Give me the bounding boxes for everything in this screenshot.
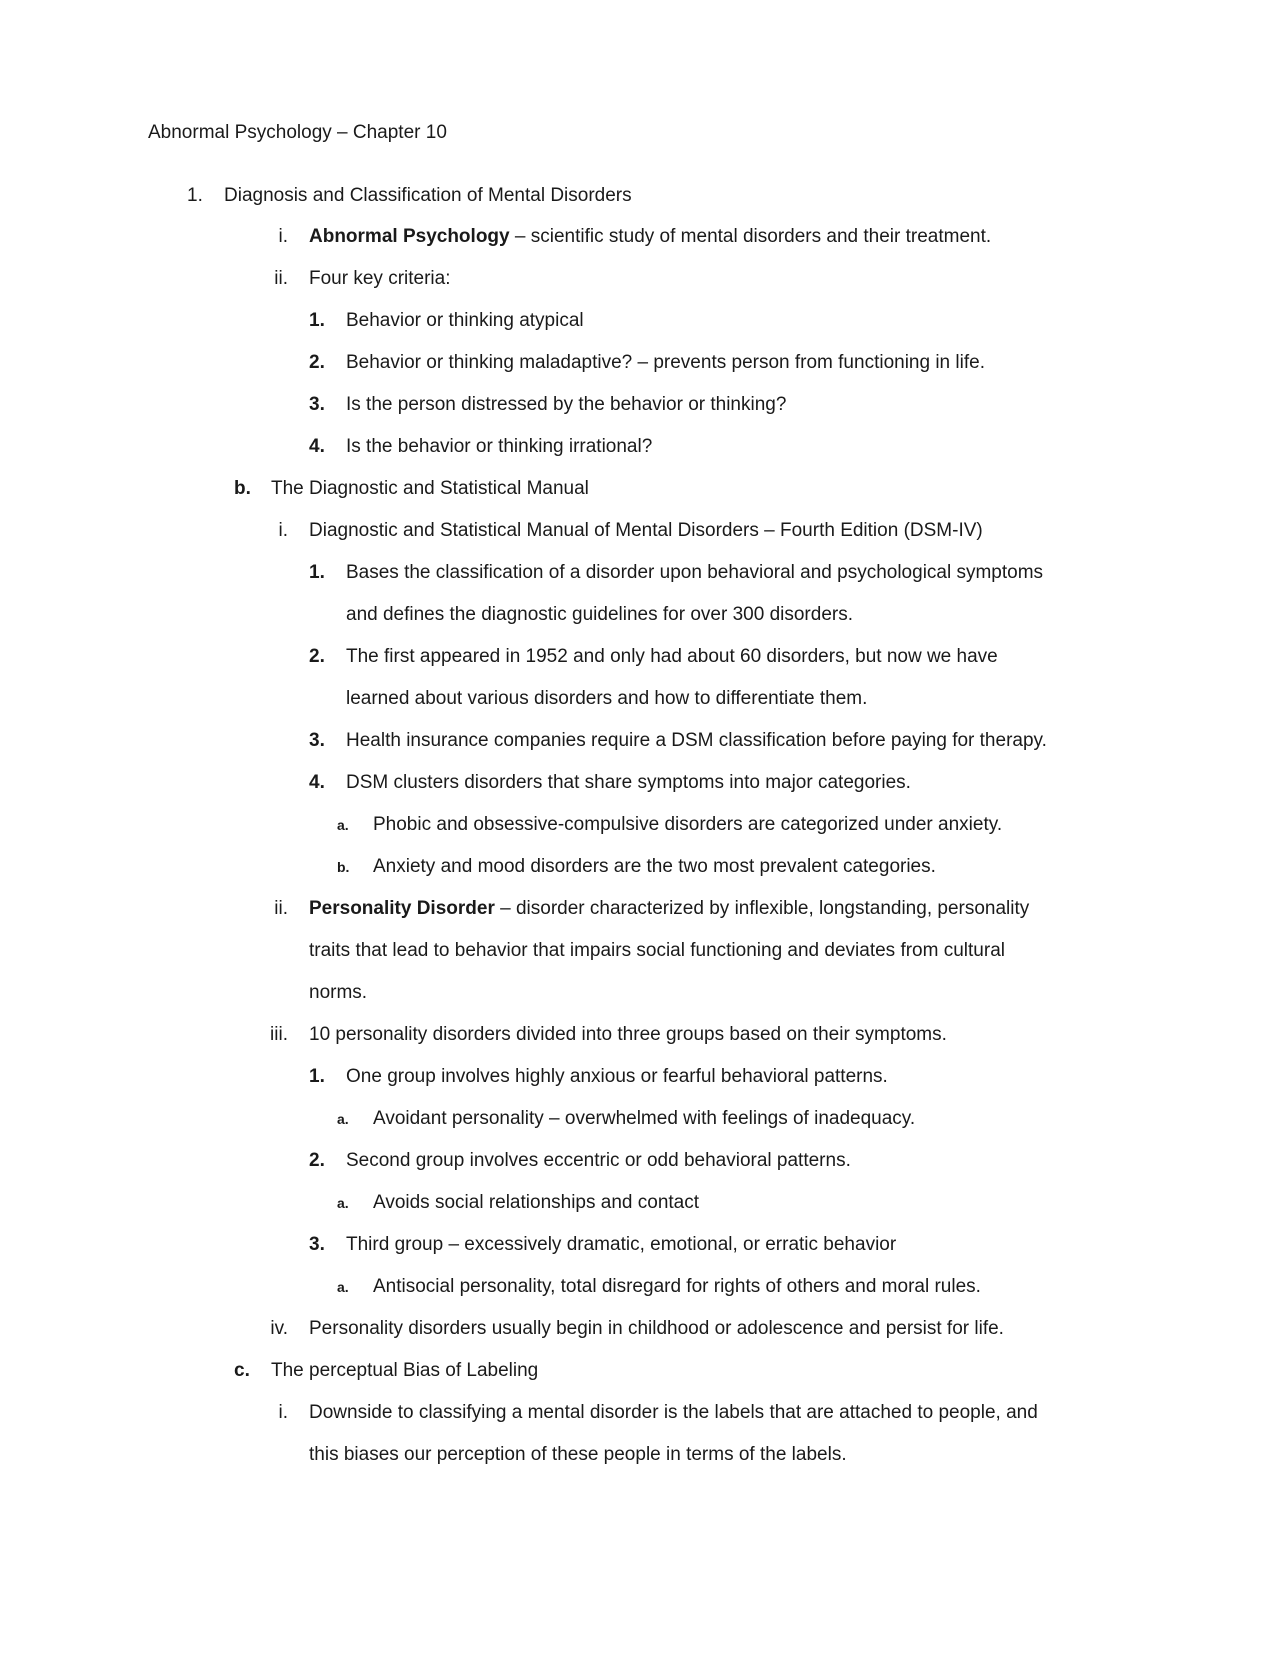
list-item: 10 personality disorders divided into three groups based on their symptoms. (309, 1024, 947, 1045)
list-marker: i. (278, 520, 288, 541)
list-marker: c. (234, 1360, 250, 1381)
list-item-continuation: traits that lead to behavior that impairs social functioning and deviates from cultural (309, 940, 1005, 961)
definition-term: Abnormal Psychology (309, 226, 510, 247)
list-marker: 4. (309, 436, 325, 457)
list-marker: iii. (270, 1024, 288, 1045)
definition-term: Personality Disorder (309, 898, 495, 919)
list-marker: b. (337, 859, 350, 875)
list-item: Four key criteria: (309, 268, 451, 289)
list-item: Bases the classification of a disorder upon behavioral and psychological symptoms (346, 562, 1044, 583)
list-item: Antisocial personality, total disregard for rights of others and moral rules. (373, 1276, 981, 1297)
definition-text: – scientific study of mental disorders and their treatment. (509, 226, 992, 247)
list-marker: a. (337, 1195, 349, 1211)
list-item: Health insurance companies require a DSM classification before paying for therapy. (346, 730, 1047, 751)
list-item: Behavior or thinking atypical (346, 310, 584, 331)
section-heading: The Diagnostic and Statistical Manual (271, 478, 589, 499)
list-item: DSM clusters disorders that share symptoms into major categories. (346, 772, 911, 793)
document-title: Abnormal Psychology – Chapter 10 (148, 122, 447, 143)
list-item-continuation: learned about various disorders and how to differentiate them. (346, 688, 868, 709)
list-marker: iv. (270, 1318, 288, 1339)
list-item: Is the behavior or thinking irrational? (346, 436, 653, 457)
list-marker: a. (337, 817, 349, 833)
list-marker: ii. (274, 898, 288, 919)
list-item: Behavior or thinking maladaptive? – prevents person from functioning in life. (346, 352, 985, 373)
list-item: Third group – excessively dramatic, emotional, or erratic behavior (346, 1234, 897, 1255)
list-item (309, 897, 1029, 921)
list-marker: 3. (309, 1234, 325, 1255)
list-marker: 3. (309, 394, 325, 415)
list-item: Second group involves eccentric or odd behavioral patterns. (346, 1150, 851, 1171)
list-marker: ii. (274, 268, 288, 289)
list-marker: 2. (309, 1150, 325, 1171)
list-marker: i. (278, 226, 288, 247)
list-marker: 1. (187, 185, 203, 206)
list-item (309, 225, 991, 249)
list-marker: a. (337, 1111, 349, 1127)
list-marker: 1. (309, 562, 325, 583)
list-item: One group involves highly anxious or fearful behavioral patterns. (346, 1066, 888, 1087)
list-item: Anxiety and mood disorders are the two most prevalent categories. (373, 856, 936, 877)
list-marker: 2. (309, 352, 325, 373)
list-item: Avoids social relationships and contact (373, 1192, 700, 1213)
list-marker: 3. (309, 730, 325, 751)
list-item: The first appeared in 1952 and only had about 60 disorders, but now we have (346, 646, 998, 667)
definition-text: – disorder characterized by inflexible, longstanding, personality (494, 898, 1030, 919)
list-item: Downside to classifying a mental disorder is the labels that are attached to people, and (309, 1402, 1038, 1423)
section-heading: Diagnosis and Classification of Mental Disorders (224, 185, 632, 206)
list-item: Is the person distressed by the behavior or thinking? (346, 394, 787, 415)
list-item-continuation: this biases our perception of these people in terms of the labels. (309, 1444, 847, 1465)
list-marker: i. (278, 1402, 288, 1423)
list-item-continuation: norms. (309, 982, 368, 1003)
list-marker: 1. (309, 1066, 325, 1087)
list-item: Diagnostic and Statistical Manual of Mental Disorders – Fourth Edition (DSM-IV) (309, 520, 983, 541)
list-item: Avoidant personality – overwhelmed with feelings of inadequacy. (373, 1108, 916, 1129)
section-heading: The perceptual Bias of Labeling (271, 1360, 539, 1381)
list-item: Personality disorders usually begin in childhood or adolescence and persist for life. (309, 1318, 1004, 1339)
list-item: Phobic and obsessive-compulsive disorders are categorized under anxiety. (373, 814, 1003, 835)
list-marker: a. (337, 1279, 349, 1295)
list-marker: 4. (309, 772, 325, 793)
list-marker: 2. (309, 646, 325, 667)
list-marker: 1. (309, 310, 325, 331)
list-marker: b. (234, 478, 251, 499)
list-item-continuation: and defines the diagnostic guidelines for over 300 disorders. (346, 604, 853, 625)
